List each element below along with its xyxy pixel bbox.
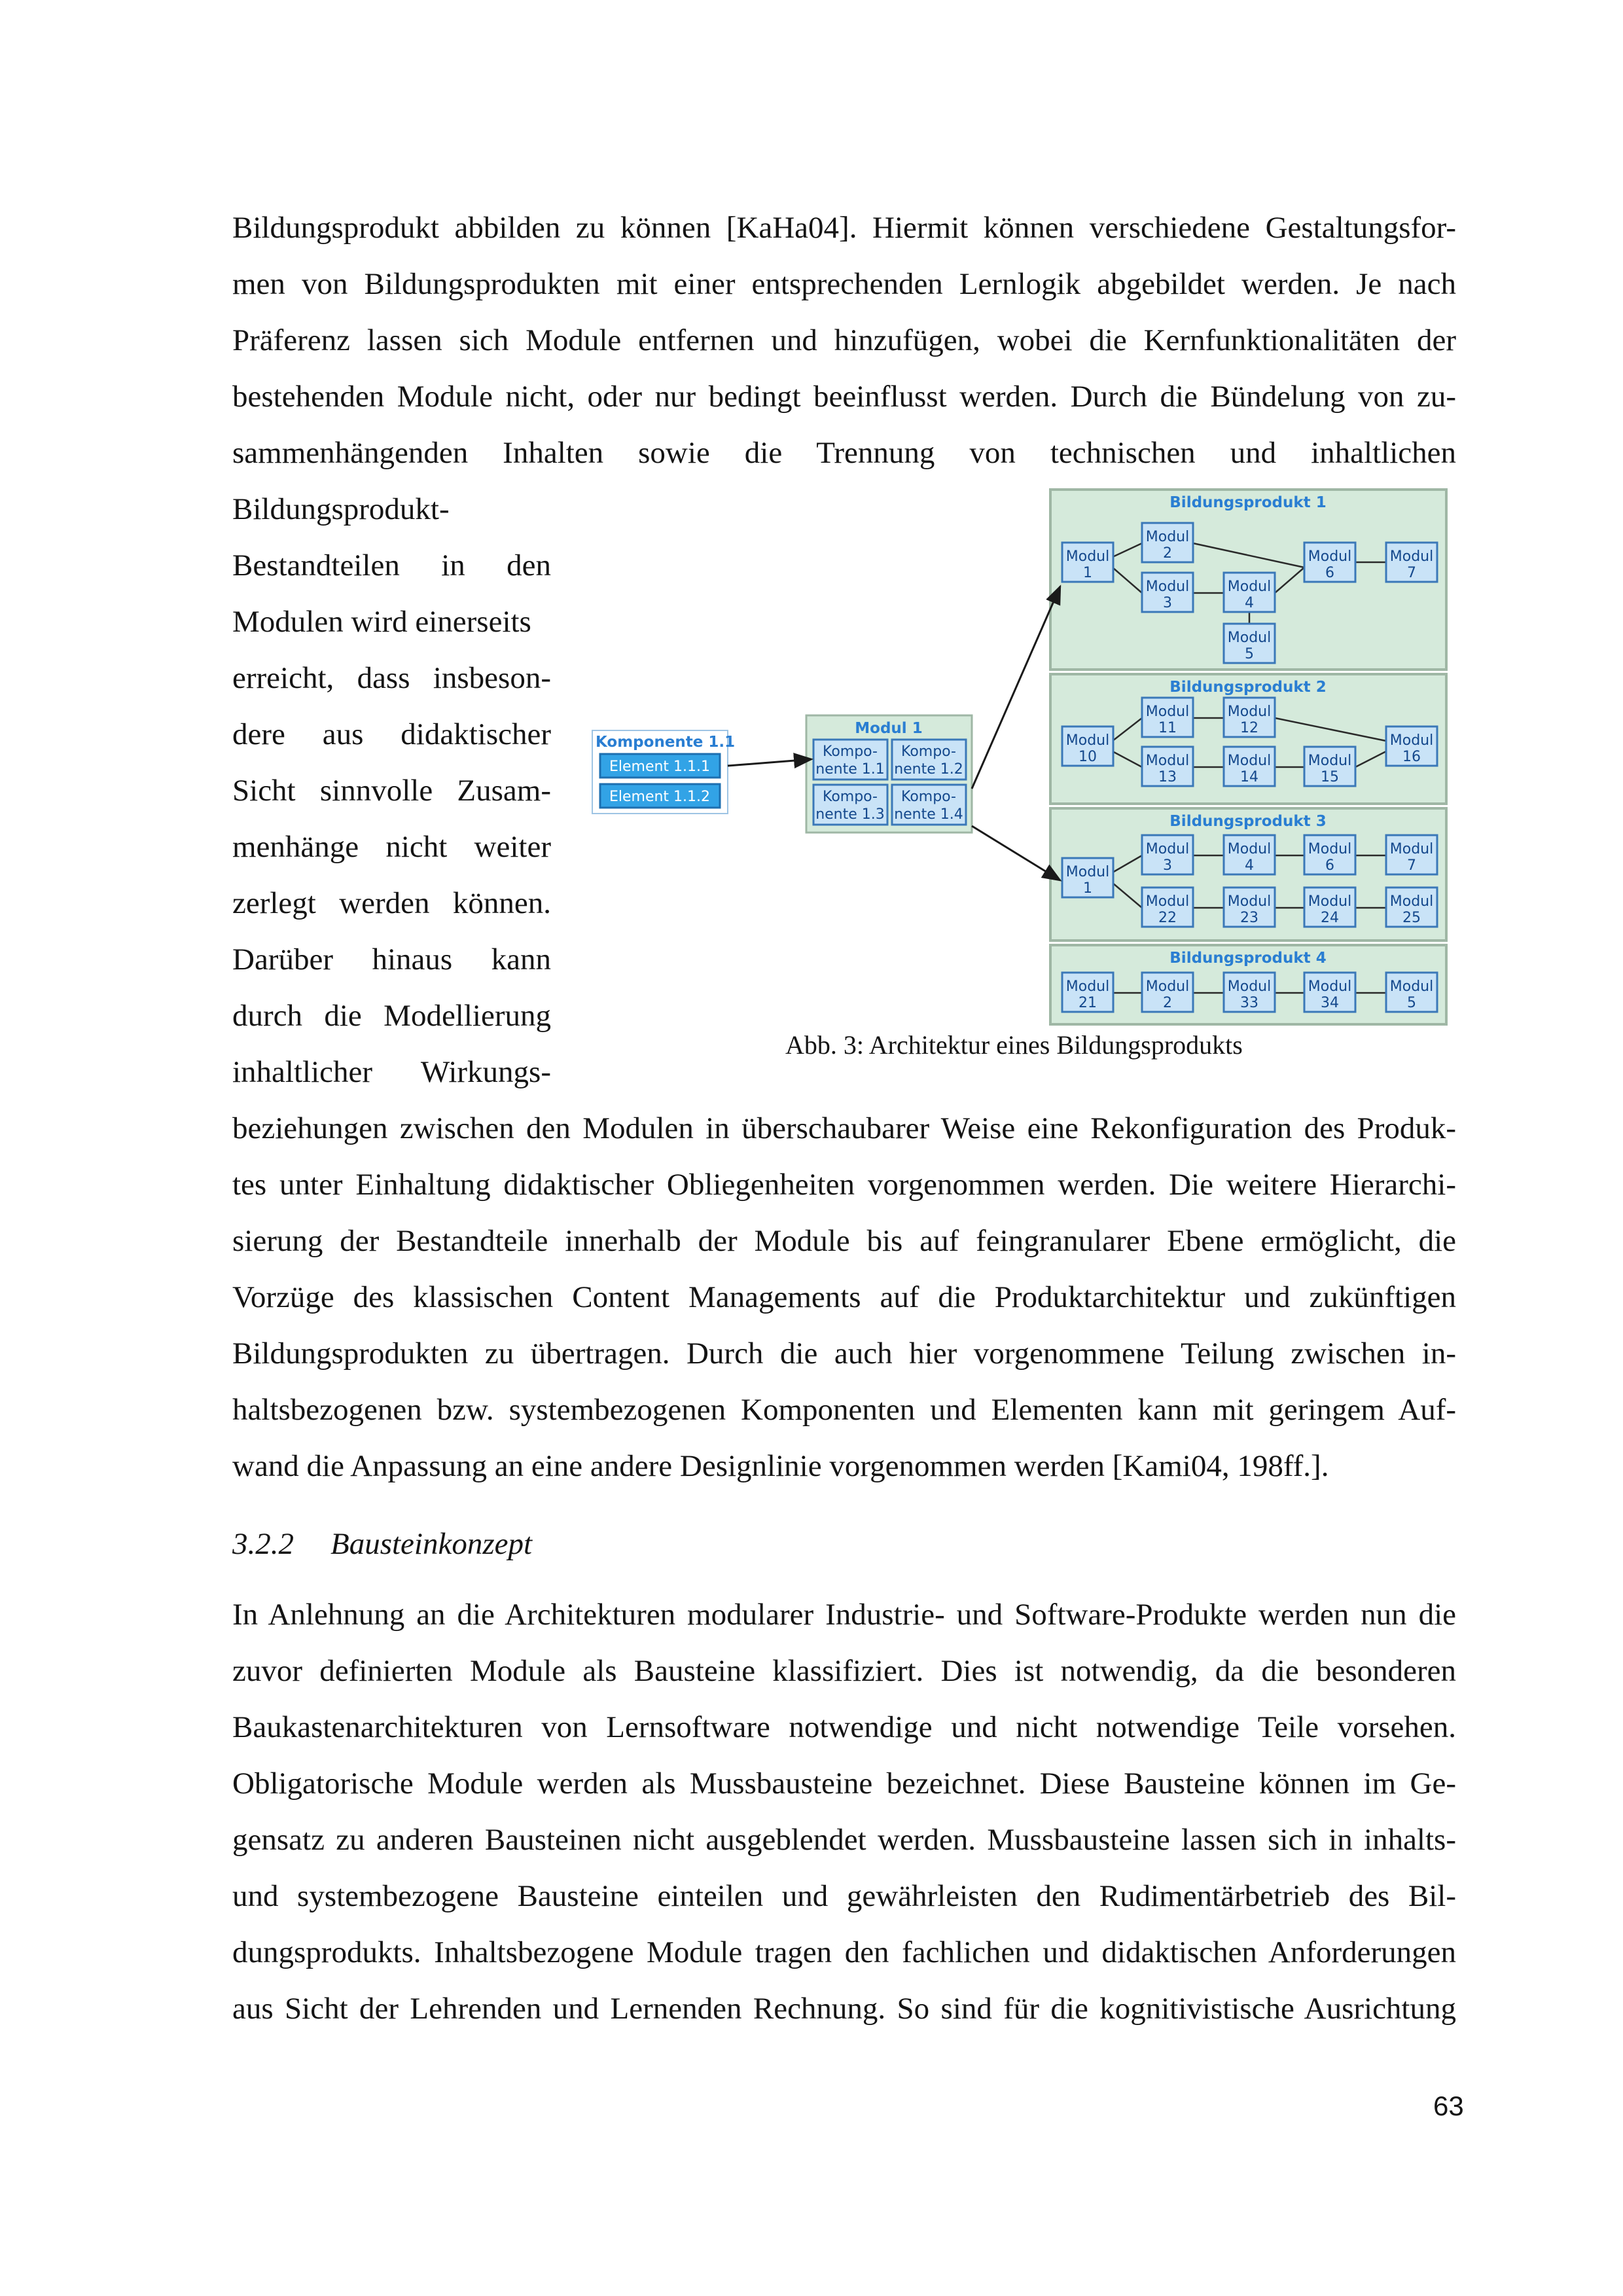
svg-text:11: 11 [1158,720,1177,736]
svg-text:Modul: Modul [1065,548,1110,565]
body-text-line: Sicht sinnvolle Zusam- [232,774,551,808]
module-box [1304,835,1355,874]
module-box [1386,726,1437,766]
svg-text:15: 15 [1321,769,1339,785]
svg-text:Modul: Modul [1145,978,1190,995]
svg-text:Kompo-: Kompo- [901,744,956,760]
modul-1-box [806,715,972,833]
svg-text:3: 3 [1163,595,1172,611]
svg-text:Kompo-: Kompo- [901,789,956,805]
svg-text:Modul: Modul [1308,548,1352,565]
product-title-2: Bildungsprodukt 2 [1169,679,1327,696]
section-number: 3.2.2 [232,1527,294,1561]
module-box [1142,835,1193,874]
svg-text:nente 1.3: nente 1.3 [815,806,885,823]
body-text-line: dere aus didaktischer [232,717,551,751]
body-text-line: wand die Anpassung an eine andere Designlinie vorgenommen werden [Kami04, 198ff.]. [232,1449,1329,1483]
svg-text:14: 14 [1240,769,1258,785]
svg-text:Modul: Modul [1227,978,1272,995]
svg-text:24: 24 [1321,910,1339,926]
body-text-line: durch die Modellierung [232,999,551,1033]
module-box [1224,698,1275,737]
module-box [1224,973,1275,1012]
svg-text:Kompo-: Kompo- [823,789,878,805]
page-number: 63 [1433,2090,1464,2121]
svg-text:Modul: Modul [1145,704,1190,720]
svg-text:Modul: Modul [1227,579,1272,595]
svg-text:33: 33 [1240,995,1258,1011]
body-text-line: Bildungsprodukt- [232,492,450,526]
svg-text:Modul: Modul [1389,841,1434,857]
body-text-line: zerlegt werden können. [232,886,551,920]
body-text-line: Bildungsprodukten zu übertragen. Durch die auch hier vorgenommene Teilung zwischen in- [232,1336,1456,1371]
body-text-line: zuvor definierten Module als Bausteine klassifiziert. Dies ist notwendig, da die besonderen [232,1654,1456,1688]
svg-text:Kompo-: Kompo- [823,744,878,760]
svg-text:4: 4 [1245,857,1254,874]
svg-text:5: 5 [1245,646,1254,662]
svg-text:1: 1 [1083,880,1092,897]
svg-text:4: 4 [1245,595,1254,611]
module-box [1062,973,1113,1012]
section-title: Bausteinkonzept [330,1527,533,1561]
svg-text:25: 25 [1402,910,1421,926]
svg-text:Modul: Modul [1308,841,1352,857]
body-text-line: inhaltlicher Wirkungs- [232,1055,551,1089]
body-text-line: Modulen wird einerseits [232,605,531,639]
module-box [1304,543,1355,582]
svg-text:7: 7 [1407,857,1416,874]
body-text-line: beziehungen zwischen den Modulen in überschaubarer Weise eine Rekonfiguration des Produk- [232,1111,1456,1145]
module-box [1142,973,1193,1012]
element-label: Element 1.1.2 [609,789,711,805]
module-box [1142,523,1193,562]
module-box [1224,888,1275,927]
body-text-line: Vorzüge des klassischen Content Managements auf die Produktarchitektur und zukünftigen [232,1280,1456,1314]
module-box [1304,888,1355,927]
svg-text:Modul: Modul [1308,978,1352,995]
svg-text:Modul: Modul [1227,893,1272,910]
element-label: Element 1.1.1 [609,759,711,775]
module-box [1224,747,1275,786]
module-box [1386,835,1437,874]
svg-text:Modul: Modul [1065,732,1110,749]
svg-text:Modul: Modul [1389,732,1434,749]
product-title-4: Bildungsprodukt 4 [1169,950,1327,967]
body-text-line: Obligatorische Module werden als Mussbausteine bezeichnet. Diese Bausteine können im Ge- [232,1767,1456,1801]
svg-text:Modul: Modul [1227,841,1272,857]
svg-text:Modul: Modul [1308,893,1352,910]
svg-text:Modul: Modul [1227,753,1272,769]
body-text-line: sammenhängenden Inhalten sowie die Trennung von technischen und inhaltlichen [232,436,1456,470]
svg-text:Modul: Modul [1227,630,1272,646]
module-box [1062,543,1113,582]
body-text-line: Darüber hinaus kann [232,942,551,977]
svg-text:5: 5 [1407,995,1416,1011]
svg-text:34: 34 [1321,995,1339,1011]
module-box [1224,573,1275,612]
svg-text:12: 12 [1240,720,1258,736]
module-box [1142,888,1193,927]
svg-text:nente 1.2: nente 1.2 [894,761,963,778]
module-box [1062,726,1113,766]
svg-text:10: 10 [1079,749,1097,765]
body-text-line: Bestandteilen in den [232,548,551,583]
komponente-title: Komponente 1.1 [596,734,736,751]
body-text-line: tes unter Einhaltung didaktischer Obliegenheiten vorgenommen werden. Die weitere Hierarchi- [232,1168,1456,1202]
svg-text:7: 7 [1407,565,1416,581]
svg-text:Modul: Modul [1145,841,1190,857]
body-text-line: dungsprodukts. Inhaltsbezogene Module tragen den fachlichen und didaktischen Anforderungen [232,1935,1456,1969]
body-text-line: men von Bildungsprodukten mit einer entsprechenden Lernlogik abgebildet werden. Je nach [232,267,1456,301]
svg-text:Modul: Modul [1227,704,1272,720]
body-text-line: Präferenz lassen sich Module entfernen und hinzufügen, wobei die Kernfunktionalitäten der [232,323,1456,357]
svg-text:21: 21 [1079,995,1097,1011]
svg-text:2: 2 [1163,545,1172,562]
modul-1-title: Modul 1 [855,720,923,737]
svg-text:Modul: Modul [1145,579,1190,595]
svg-text:Modul: Modul [1145,529,1190,545]
svg-text:nente 1.1: nente 1.1 [815,761,885,778]
module-box [1142,573,1193,612]
module-box [1062,858,1113,897]
body-text-line: aus Sicht der Lehrenden und Lernenden Rechnung. So sind für die kognitivistische Ausrichtung [232,1992,1456,2026]
svg-text:1: 1 [1083,565,1092,581]
komponente-box [592,730,735,814]
body-text-line: erreicht, dass insbeson- [232,661,551,695]
svg-text:Modul: Modul [1389,978,1434,995]
svg-text:3: 3 [1163,857,1172,874]
body-text-line: Baukastenarchitekturen von Lernsoftware notwendige und nicht notwendige Teile vorsehen. [232,1710,1456,1744]
body-text-line: haltsbezogenen bzw. systembezogenen Komponenten und Elementen kann mit geringem Auf- [232,1393,1456,1427]
module-box [1386,973,1437,1012]
body-text-line: bestehenden Module nicht, oder nur bedingt beeinflusst werden. Durch die Bündelung von zu- [232,380,1456,414]
module-box [1304,747,1355,786]
svg-text:2: 2 [1163,995,1172,1011]
body-text-line: und systembezogene Bausteine einteilen und gewährleisten den Rudimentärbetrieb des Bil- [232,1879,1456,1913]
body-text-line: gensatz zu anderen Bausteinen nicht ausgeblendet werden. Mussbausteine lassen sich in inhalts- [232,1823,1456,1857]
svg-text:16: 16 [1402,749,1421,765]
body-text-line: sierung der Bestandteile innerhalb der Module bis auf feingranularer Ebene ermöglicht, die [232,1224,1456,1258]
svg-text:Modul: Modul [1145,753,1190,769]
svg-text:22: 22 [1158,910,1177,926]
module-box [1304,973,1355,1012]
svg-text:Modul: Modul [1145,893,1190,910]
module-box [1142,747,1193,786]
figure-caption: Abb. 3: Architektur eines Bildungsprodukts [785,1030,1243,1060]
module-box [1224,835,1275,874]
svg-text:Modul: Modul [1065,864,1110,880]
svg-text:6: 6 [1325,565,1334,581]
module-box [1142,698,1193,737]
product-title-3: Bildungsprodukt 3 [1169,813,1327,830]
svg-text:Modul: Modul [1389,893,1434,910]
svg-text:Modul: Modul [1065,978,1110,995]
body-text-line: menhänge nicht weiter [232,830,551,864]
product-title-1: Bildungsprodukt 1 [1169,494,1327,511]
body-text-line: Bildungsprodukt abbilden zu können [KaHa04]. Hiermit können verschiedene Gestaltungsfor- [232,211,1456,245]
svg-text:6: 6 [1325,857,1334,874]
module-box [1224,624,1275,663]
svg-text:Modul: Modul [1308,753,1352,769]
module-box [1386,543,1437,582]
svg-text:Modul: Modul [1389,548,1434,565]
svg-text:23: 23 [1240,910,1258,926]
section-heading [232,1524,532,1564]
svg-text:13: 13 [1158,769,1177,785]
svg-text:nente 1.4: nente 1.4 [894,806,963,823]
body-text-line: In Anlehnung an die Architekturen modularer Industrie- und Software-Produkte werden nun die [232,1598,1456,1632]
module-box [1386,888,1437,927]
